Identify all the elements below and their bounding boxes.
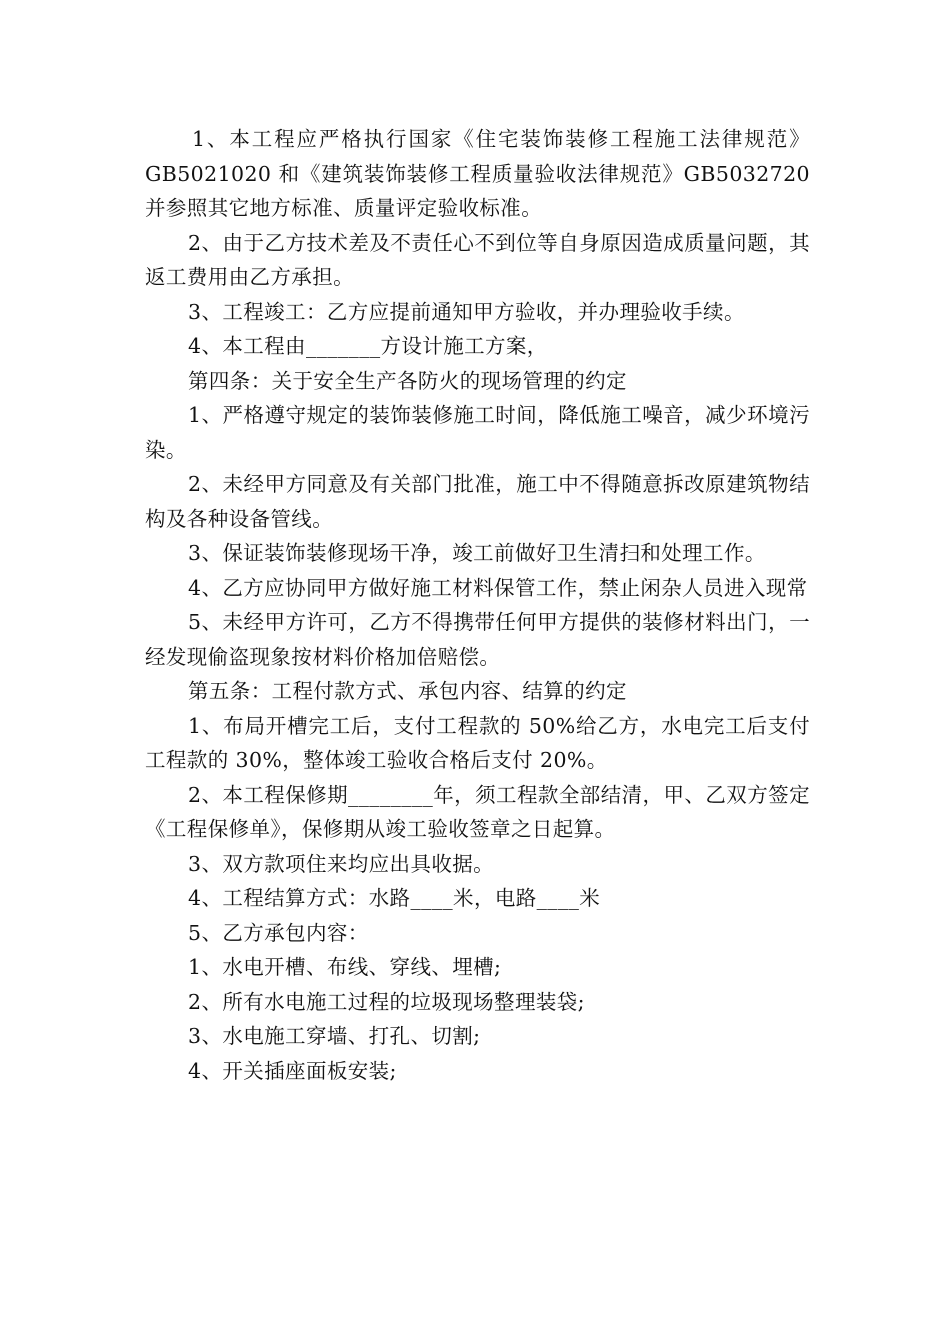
paragraph-clause-1: 1、本工程应严格执行国家《住宅装饰装修工程施工法律规范》GB5021020 和《建筑装饰装修工程质量验收法律规范》GB5032720 并参照其它地方标准、质量评定验收标准。	[145, 127, 810, 220]
paragraph-payment-2: 2、本工程保修期________年，须工程款全部结清，甲、乙双方签定《工程保修单》，保修期从竣工验收签章之日起算。	[145, 782, 810, 841]
paragraph-clause-4: 4、本工程由_______方设计施工方案，	[188, 334, 548, 358]
section-heading-article-4: 第四条：关于安全生产各防火的现场管理的约定	[188, 368, 627, 393]
paragraph-safety-2: 2、未经甲方同意及有关部门批准，施工中不得随意拆改原建筑物结构及各种设备管线。	[145, 472, 810, 531]
paragraph-payment-1: 1、布局开槽完工后，支付工程款的 50%给乙方，水电完工后支付工程款的 30%，整体竣工验收合格后支付 20%。	[145, 713, 810, 772]
list-item-scope-2: 2、所有水电施工过程的垃圾现场整理装袋;	[188, 989, 585, 1014]
paragraph-clause-3: 3、工程竣工：乙方应提前通知甲方验收，并办理验收手续。	[188, 299, 745, 324]
paragraph-payment-5: 5、乙方承包内容：	[188, 920, 369, 945]
section-heading-article-5: 第五条：工程付款方式、承包内容、结算的约定	[188, 679, 627, 703]
document-body	[145, 122, 810, 1088]
paragraph-safety-3: 3、保证装饰装修现场干净，竣工前做好卫生清扫和处理工作。	[188, 541, 766, 565]
list-item-scope-1: 1、水电开槽、布线、穿线、埋槽;	[188, 955, 502, 979]
paragraph-clause-2: 2、由于乙方技术差及不责任心不到位等自身原因造成质量问题，其返工费用由乙方承担。	[145, 230, 810, 289]
paragraph-payment-4: 4、工程结算方式：水路____米，电路____米	[188, 886, 601, 910]
paragraph-safety-4: 4、乙方应协同甲方做好施工材料保管工作，禁止闲杂人员进入现常	[188, 575, 808, 600]
list-item-scope-4: 4、开关插座面板安装;	[188, 1058, 397, 1083]
paragraph-safety-1: 1、严格遵守规定的装饰装修施工时间，降低施工噪音，减少环境污染。	[145, 403, 810, 462]
list-item-scope-3: 3、水电施工穿墙、打孔、切割;	[188, 1024, 481, 1048]
paragraph-safety-5: 5、未经甲方许可，乙方不得携带任何甲方提供的装修材料出门，一经发现偷盗现象按材料价格加倍赔偿。	[145, 610, 810, 669]
paragraph-payment-3: 3、双方款项住来均应出具收据。	[188, 851, 495, 876]
